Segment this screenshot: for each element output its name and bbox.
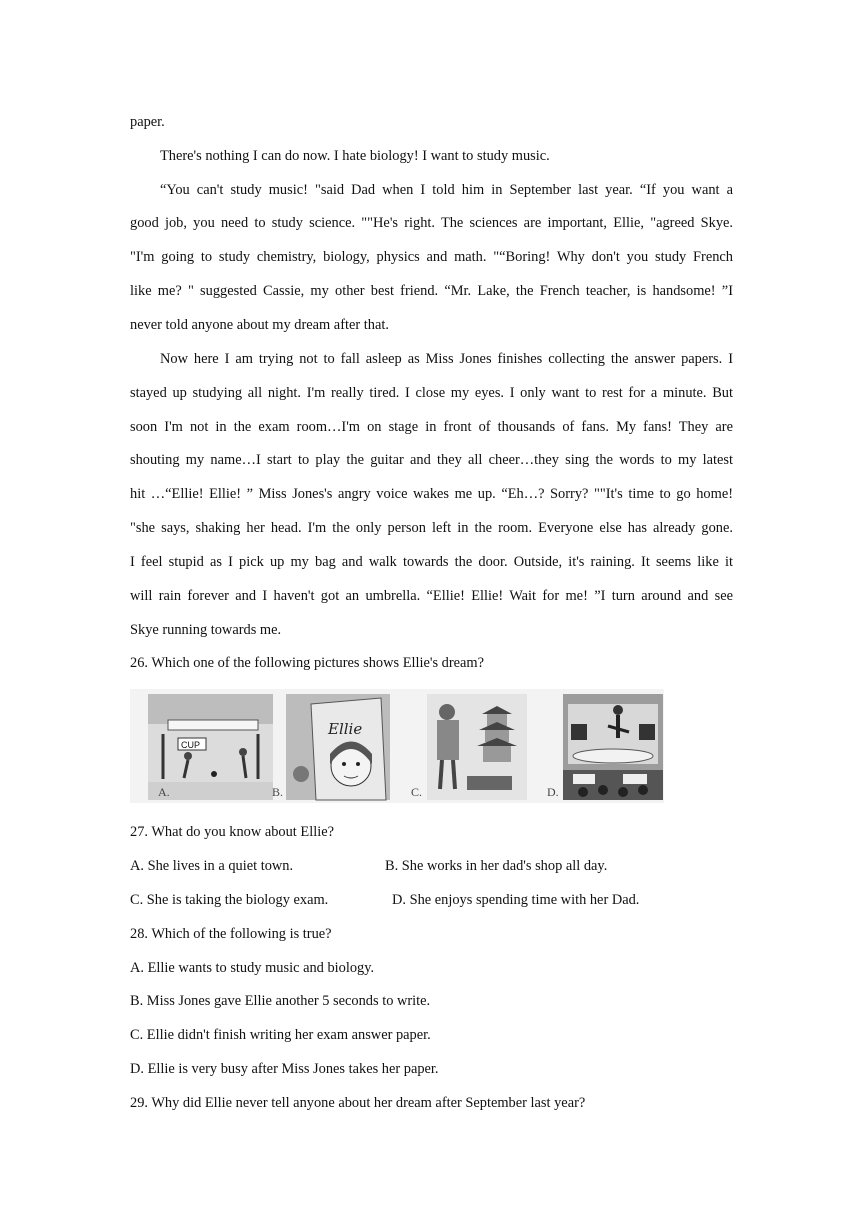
picture-label: C.	[411, 785, 423, 799]
option-27-d: D. She enjoys spending time with her Dad.	[392, 892, 640, 908]
answer-pictures	[130, 689, 664, 803]
picture-b-text: Ellie	[328, 720, 363, 738]
option-27-b: B. She works in her dad's shop all day.	[385, 858, 608, 874]
picture-b-magazine	[272, 694, 390, 800]
text-line: paper.	[130, 114, 165, 130]
picture-label: B.	[272, 785, 284, 799]
text-line: soon I'm not in the exam room…I'm on stage in front of thousands of fans. My fans! They are	[130, 419, 733, 435]
option-28-d: D. Ellie is very busy after Miss Jones takes her paper.	[130, 1061, 439, 1077]
text-line: good job, you need to study science. ""He's right. The sciences are important, Ellie, "agreed Skye.	[130, 215, 733, 231]
picture-a-text: CUP	[181, 740, 201, 750]
question-29: 29. Why did Ellie never tell anyone about her dream after September last year?	[130, 1095, 586, 1111]
picture-c-travel	[411, 694, 527, 800]
picture-a-football	[148, 694, 273, 800]
text-line: hit …“Ellie! Ellie! ” Miss Jones's angry voice wakes me up. “Eh…? Sorry? ""It's time to go home!	[130, 486, 733, 502]
option-28-b: B. Miss Jones gave Ellie another 5 seconds to write.	[130, 993, 431, 1009]
option-27-a: A. She lives in a quiet town.	[130, 858, 294, 874]
question-26: 26. Which one of the following pictures shows Ellie's dream?	[130, 655, 485, 671]
text-line: Now here I am trying not to fall asleep as Miss Jones finishes collecting the answer papers. I	[160, 351, 733, 367]
text-line: I feel stupid as I pick up my bag and walk towards the door. Outside, it's raining. It seems like it	[130, 554, 733, 570]
picture-d-concert	[547, 694, 663, 800]
picture-label: D.	[547, 785, 559, 799]
text-line: "she says, shaking her head. I'm the only person left in the room. Everyone else has already gone.	[130, 520, 733, 536]
text-line: will rain forever and I haven't got an umbrella. “Ellie! Ellie! Wait for me! ”I turn around and see	[130, 588, 733, 604]
option-27-c: C. She is taking the biology exam.	[130, 892, 329, 908]
picture-label: A.	[158, 785, 170, 799]
option-28-c: C. Ellie didn't finish writing her exam answer paper.	[130, 1027, 431, 1043]
text-line: "I'm going to study chemistry, biology, physics and math. "“Boring! Why don't you study French	[130, 249, 733, 265]
text-line: shouting my name…I start to play the guitar and they all cheer…they sing the words to my latest	[130, 452, 733, 468]
text-line: Skye running towards me.	[130, 622, 282, 638]
question-27: 27. What do you know about Ellie?	[130, 824, 334, 840]
text-line: There's nothing I can do now. I hate biology! I want to study music.	[160, 148, 550, 164]
text-line: never told anyone about my dream after that.	[130, 317, 389, 333]
option-28-a: A. Ellie wants to study music and biology.	[130, 960, 375, 976]
text-line: like me? " suggested Cassie, my other best friend. “Mr. Lake, the French teacher, is handsome! ”I	[130, 283, 733, 299]
question-28: 28. Which of the following is true?	[130, 926, 332, 942]
text-line: stayed up studying all night. I'm really tired. I close my eyes. I only want to rest for a minute. But	[130, 385, 733, 401]
text-line: “You can't study music! "said Dad when I told him in September last year. “If you want a	[160, 182, 733, 198]
